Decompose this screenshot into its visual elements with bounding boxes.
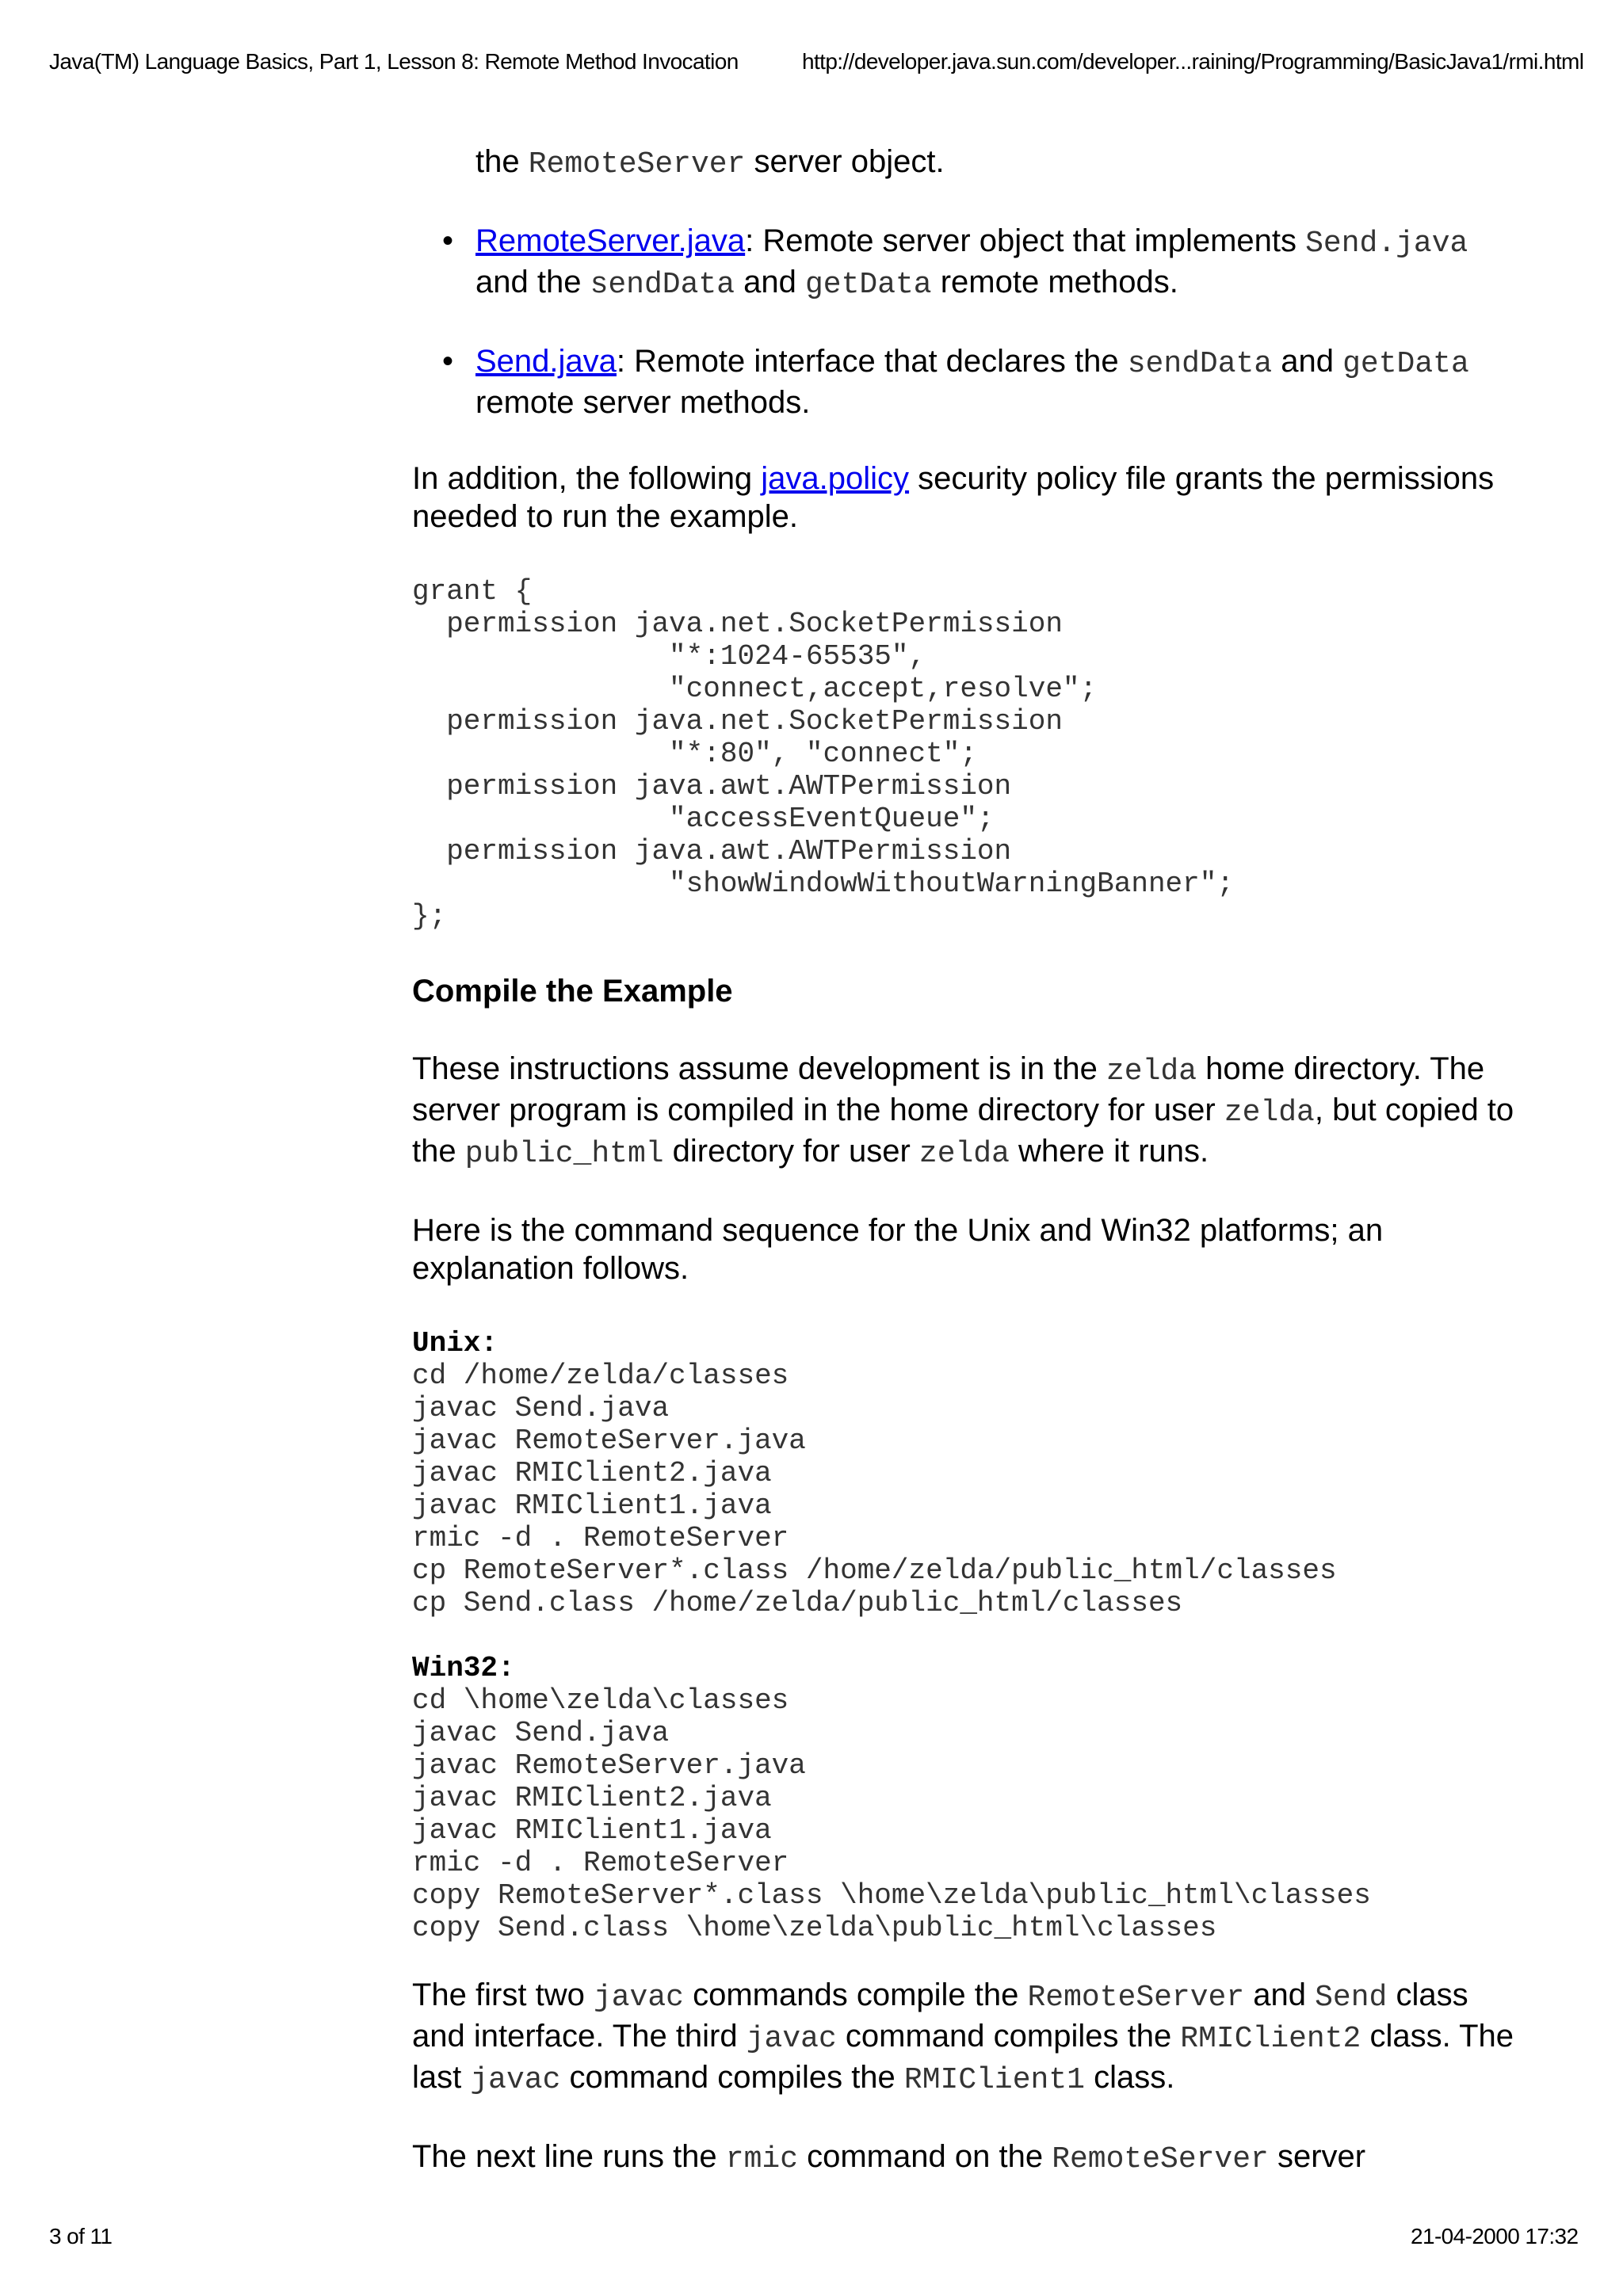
unix-label: Unix: bbox=[412, 1327, 498, 1360]
intro-line: the RemoteServer server object. bbox=[475, 144, 945, 181]
compile-heading: Compile the Example bbox=[412, 974, 733, 1009]
remoteserver-java-link[interactable]: RemoteServer.java bbox=[475, 223, 746, 258]
win32-code-block bbox=[412, 1652, 1522, 1944]
policy-paragraph: In addition, the following java.policy security policy file grants the permissions needed to run the example. bbox=[412, 461, 1495, 534]
file-list bbox=[412, 222, 1522, 421]
explanation-paragraph: The first two javac commands compile the RemoteServer and Send class and interface. The third javac command compiles the RMIClient2 class. The last javac command compiles the RMIClient1 class. bbox=[412, 1978, 1514, 2097]
bullet-icon: • bbox=[442, 344, 454, 379]
policy-code-block: grant { permission java.net.SocketPermission "*:1024-65535", "connect,accept,resolve"; permission java.net.SocketPermission "*:80", "connect"; permission java.awt.AWTPermission "accessEventQueue"; permission java.awt.AWTPermission "showWindowWithoutWarningBanner"; }; bbox=[412, 575, 1234, 933]
page-header-title: Java(TM) Language Basics, Part 1, Lesson 8: Remote Method Invocation bbox=[49, 49, 739, 74]
send-java-link[interactable]: Send.java bbox=[475, 344, 617, 379]
bullet-icon: • bbox=[442, 223, 454, 258]
page-number: 3 of 11 bbox=[49, 2224, 113, 2248]
print-timestamp: 21-04-2000 17:32 bbox=[1411, 2224, 1579, 2248]
java-policy-link[interactable]: java.policy bbox=[761, 461, 910, 496]
win32-commands: cd \home\zelda\classes javac Send.java javac RemoteServer.java javac RMIClient2.java javac RMIClient1.java rmic -d . RemoteServer copy RemoteServer*.class \home\zelda\public_html\classes copy Send.class \home\zelda\public_html\classes bbox=[412, 1684, 1371, 1944]
unix-code-block bbox=[412, 1327, 1522, 1619]
list-item: • RemoteServer.java: Remote server object that implements Send.java and the sendData and getData remote methods. bbox=[442, 223, 1468, 302]
unix-commands: cd /home/zelda/classes javac Send.java javac RemoteServer.java javac RMIClient2.java javac RMIClient1.java rmic -d . RemoteServer cp RemoteServer*.class /home/zelda/public_html/classes cp Send.class /home/zelda/public_html/classes bbox=[412, 1360, 1337, 1619]
document-body bbox=[412, 143, 1522, 2179]
win32-label: Win32: bbox=[412, 1652, 515, 1684]
list-item: • Send.java: Remote interface that declares the sendData and getData remote server methods. bbox=[442, 344, 1469, 420]
sequence-paragraph: Here is the command sequence for the Unix and Win32 platforms; an explanation follows. bbox=[412, 1213, 1384, 1286]
assumption-paragraph: These instructions assume development is in the zelda home directory. The server program is compiled in the home directory for user zelda, but copied to the public_html directory for user zelda where it runs. bbox=[412, 1051, 1514, 1171]
page-header-url: http://developer.java.sun.com/developer...raining/Programming/BasicJava1/rmi.html bbox=[802, 49, 1584, 74]
next-line-paragraph: The next line runs the rmic command on the RemoteServer server bbox=[412, 2139, 1366, 2176]
